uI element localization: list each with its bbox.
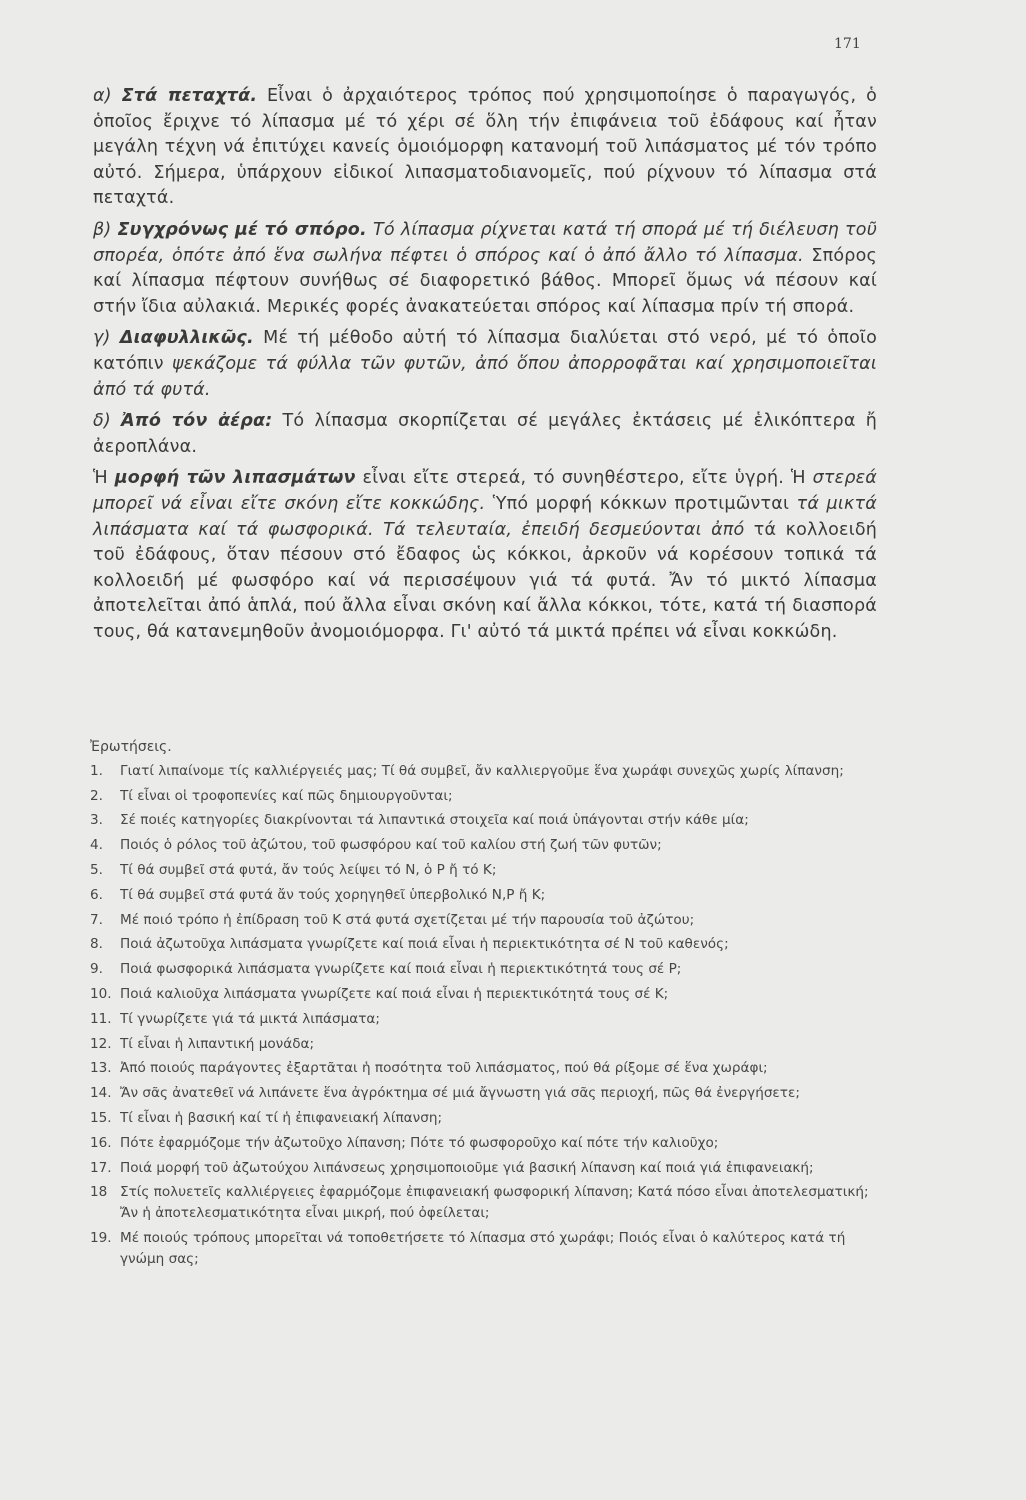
item-marker: β) [93,219,112,240]
item-marker: δ) [93,411,111,432]
question-text: Ποιά καλιοῦχα λιπάσματα γνωρίζετε καί ποιά εἶναι ἡ περιεκτικότητά τους σέ Κ; [120,985,669,1002]
question-text: Τί εἶναι ἡ βασική καί τί ἡ ἐπιφανειακή λίπανση; [120,1109,443,1126]
question-text: Σέ ποιές κατηγορίες διακρίνονται τά λιπαντικά στοιχεῖα καί ποιά ὑπάγονται στήν κάθε μία; [120,812,749,829]
question-number: 19. [90,1229,112,1246]
question-item [90,1083,890,1104]
question-text: Ποιά μορφή τοῦ ἀζωτούχου λιπάνσεως χρησιμοποιοῦμε γιά βασική λίπανση καί ποιά γιά ἐπιφανειακή; [120,1159,814,1176]
paragraph-c [93,326,877,403]
question-number: 16. [90,1134,112,1151]
question-number: 10. [90,985,112,1002]
form-text-1: εἶναι εἴτε στερεά, τό συνηθέστερο, εἴτε ὑγρή. Ἡ [362,468,806,489]
question-number: 17. [90,1159,112,1176]
item-text: Εἶναι ὁ ἀρχαιότερος τρόπος πού χρησιμοποίησε ὁ παραγωγός, ὁ ὁποῖος ἔριχνε τό λίπασμα μέ τό χέρι σέ ὅλη τήν ἐπιφάνεια τοῦ ἐδάφους καί ἦταν μεγάλη τέχνη νά ἐπιτύχει κανείς ὁμοιόμορφη κατανομή τοῦ λιπάσματος μέ τόν τρόπο αὐτό. Σήμερα, ὑπάρχουν εἰδικοί λιπασματοδιανομεῖς, πού ρίχνουν τό λίπασμα στά πεταχτά. [93,86,877,209]
question-item [90,1034,890,1055]
question-number: 8. [90,936,103,953]
question-number: 9. [90,961,103,978]
question-text: Ποιά φωσφορικά λιπάσματα γνωρίζετε καί ποιά εἶναι ἡ περιεκτικότητά τους σέ Ρ; [120,961,682,978]
question-item [90,959,890,980]
question-number: 3. [90,812,103,829]
form-text-italic-2: τά μικτά λιπάσματα καί τά φωσφορικά. Τά τελευταία, ἐπειδή δεσμεύονται ἀπό [93,493,877,540]
question-text: Μέ ποιό τρόπο ἡ ἐπίδραση τοῦ Κ στά φυτά σχετίζεται μέ τήν παρουσία τοῦ ἀζώτου; [120,911,695,928]
paragraph-form [93,466,877,645]
question-text: Τί θά συμβεῖ στά φυτά ἄν τούς χορηγηθεῖ ὑπερβολικό Ν,Ρ ἤ Κ; [120,886,546,903]
item-heading: Διαφυλλικῶς. [119,328,254,349]
paragraph-b [93,218,877,320]
question-number: 1. [90,762,103,779]
item-heading: Στά πεταχτά. [121,86,258,106]
question-item [90,885,890,906]
question-number: 18 [90,1184,108,1201]
question-item [90,810,890,831]
form-prefix: Ἡ [93,468,108,489]
body-text [93,84,877,651]
item-heading: Συγχρόνως μέ τό σπόρο. [117,219,367,240]
item-text: Τό λίπασμα σκορπίζεται σέ μεγάλες ἐκτάσεις μέ ἑλικόπτερα ἤ ἀεροπλάνα. [93,411,877,457]
question-number: 7. [90,911,103,928]
question-number: 5. [90,861,103,878]
question-item [90,984,890,1005]
question-item [90,1108,890,1129]
question-text: Ἀπό ποιούς παράγοντες ἐξαρτᾶται ἡ ποσότητα τοῦ λιπάσματος, πού θά ρίξομε σέ ἕνα χωράφι; [120,1060,768,1077]
questions-list [90,761,890,1270]
question-item [90,1009,890,1030]
paragraph-a [93,84,877,212]
question-text: Στίς πολυετεῖς καλλιέργειες ἐφαρμόζομε ἐπιφανειακή φωσφορική λίπανση; Κατά πόσο εἶναι ἀποτελεσματική; Ἄν ἡ ἀποτελεσματικότητα εἶναι μικρή, πού ὀφείλεται; [120,1184,869,1222]
question-number: 13. [90,1060,112,1077]
questions-title: Ἐρωτήσεις. [90,739,172,755]
question-text: Μέ ποιούς τρόπους μπορεῖται νά τοποθετήσετε τό λίπασμα στό χωράφι; Ποιός εἶναι ὁ καλύτερος κατά τή γνώμη σας; [120,1229,846,1267]
form-heading: μορφή τῶν λιπασμάτων [114,468,356,489]
question-text: Ποιά ἀζωτοῦχα λιπάσματα γνωρίζετε καί ποιά εἶναι ἡ περιεκτικότητα σέ Ν τοῦ καθενός; [120,936,729,953]
item-text-italic: ψεκάζομε τά φύλλα τῶν φυτῶν, ἀπό ὅπου ἀπορροφᾶται καί χρησιμοποιεῖται ἀπό τά φυτά. [93,353,877,400]
question-text: Τί θά συμβεῖ στά φυτά, ἄν τούς λείψει τό Ν, ὁ Ρ ἤ τό Κ; [120,861,497,878]
question-item [90,761,890,782]
question-text: Πότε ἐφαρμόζομε τήν ἀζωτοῦχο λίπανση; Πότε τό φωσφοροῦχο καί πότε τήν καλιοῦχο; [120,1134,719,1151]
item-marker: α) [93,86,112,106]
item-heading: Ἀπό τόν ἀέρα: [121,411,273,432]
question-item [90,786,890,807]
item-text: Σπόρος καί λίπασμα πέφτουν συνήθως σέ διαφορετικό βάθος. Μπορεῖ ὅμως νά πέσουν καί στήν ἴδια αὐλακιά. Μερικές φορές ἀνακατεύεται σπόρος καί λίπασμα πρίν τή σπορά. [93,245,877,317]
question-item [90,910,890,931]
question-number: 11. [90,1010,112,1027]
item-text-italic: Τό λίπασμα ρίχνεται κατά τή σπορά μέ τή διέλευση τοῦ σπορέα, ὁπότε ἀπό ἕνα σωλήνα πέφτει ὁ σπόρος καί ὁ ἀπό ἄλλο τό λίπασμα. [93,219,878,266]
question-number: 15. [90,1109,112,1126]
question-item [90,1133,890,1154]
form-text-3: τά κολλοειδή τοῦ ἐδάφους, ὅταν πέσουν στό ἔδαφος ὡς κόκκοι, ἀρκοῦν νά κορέσουν τοπικά τά κολλοειδή μέ φωσφόρο καί νά περισσέψουν γιά τά φυτά. Ἄν τό μικτό λίπασμα ἀποτελεῖται ἀπό ἁπλά, πού ἄλλα εἶναι σκόνη καί ἄλλα κόκκοι, τότε, κατά τή διασπορά τους, θά κατανεμηθοῦν ἀνομοιόμορφα. Γι' αὐτό τά μικτά πρέπει νά εἶναι κοκκώδη. [93,519,878,642]
question-text: Γιατί λιπαίνομε τίς καλλιέργειές μας; Τί θά συμβεῖ, ἄν καλλιεργοῦμε ἕνα χωράφι συνεχῶς χωρίς λίπανση; [120,762,844,779]
question-item [90,1228,890,1270]
form-text-italic-1: στερεά μπορεῖ νά εἶναι εἴτε σκόνη εἴτε κοκκώδης. [93,468,878,514]
question-item [90,1158,890,1179]
question-text: Ποιός ὁ ρόλος τοῦ ἀζώτου, τοῦ φωσφόρου καί τοῦ καλίου στή ζωή τῶν φυτῶν; [120,837,662,854]
item-text: Μέ τή μέθοδο αὐτή τό λίπασμα διαλύεται στό νερό, μέ τό ὁποῖο κατόπιν [93,328,878,374]
question-item [90,835,890,856]
question-item [90,1058,890,1079]
question-text: Τί γνωρίζετε γιά τά μικτά λιπάσματα; [120,1010,380,1027]
question-text: Τί εἶναι ἡ λιπαντική μονάδα; [120,1035,315,1052]
question-number: 6. [90,886,103,903]
questions-section [90,737,890,1274]
page-number: 171 [834,36,861,52]
question-item [90,934,890,955]
question-item [90,860,890,881]
question-number: 4. [90,837,103,854]
form-text-2: Ὑπό μορφή κόκκων προτιμῶνται [492,493,790,514]
question-text: Ἄν σᾶς ἀνατεθεῖ νά λιπάνετε ἕνα ἀγρόκτημα σέ μιά ἄγνωστη γιά σᾶς περιοχή, πῶς θά ἐνεργήσετε; [120,1085,800,1102]
item-marker: γ) [93,328,111,349]
question-item [90,1182,890,1224]
question-text: Τί εἶναι οἱ τροφοπενίες καί πῶς δημιουργοῦνται; [120,787,453,804]
paragraph-d [93,409,877,460]
question-number: 12. [90,1035,112,1052]
question-number: 14. [90,1085,112,1102]
question-number: 2. [90,787,103,804]
